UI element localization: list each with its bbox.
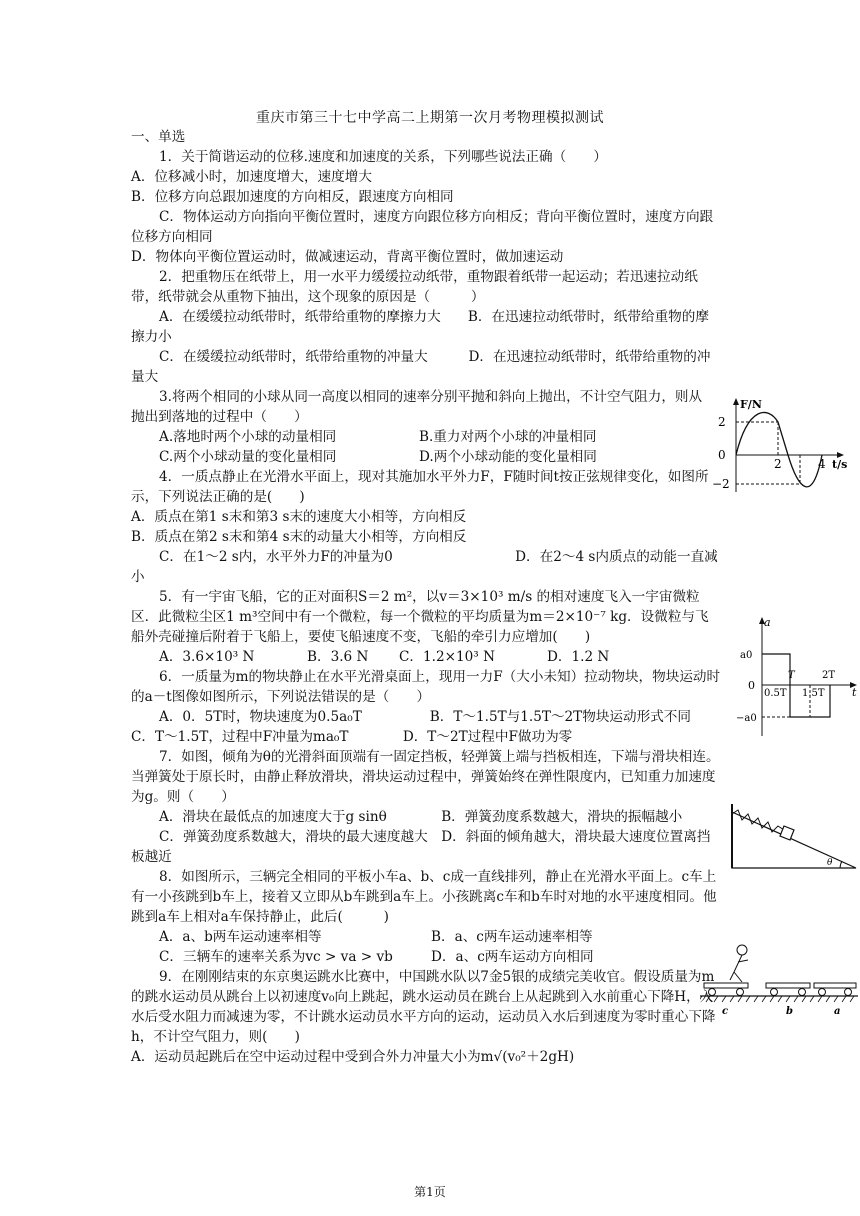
tick-label: 1.5T: [802, 688, 825, 699]
angle-arc: [840, 861, 842, 868]
cart-b: [766, 983, 810, 988]
option: C．1.2×10³ N: [399, 649, 495, 665]
question-stem: 1．关于简谐运动的位移.速度和加速度的关系，下列哪些说法正确（ ）: [159, 149, 607, 165]
wheel: [737, 989, 744, 996]
option: D．a、c两车运动方向相同: [431, 949, 594, 965]
cart-label: a: [834, 1006, 841, 1017]
child-leg: [730, 972, 734, 980]
tick-label: 0.5T: [764, 688, 787, 699]
option: C．在1～2 s内，水平外力F的冲量为0 D．在2～4 s内质点的动能一直减小: [131, 549, 718, 585]
option: C．物体运动方向指向平衡位置时，速度方向跟位移方向相反；背向平衡位置时，速度方向跟位移方向相同: [131, 209, 714, 245]
tick-label: a0: [740, 650, 753, 661]
question-stem: 8．如图所示，三辆完全相同的平板小车a、b、c成一直线排列，静止在光滑水平面上。c车上有一小孩跳到b车上，接着又立即从b车跳到a车上。小孩跳离c车和b车时对地的水平速度相同。他跳到a车上相对a车保持静止，此后( ): [131, 869, 717, 925]
y-axis-label: F/N: [740, 398, 762, 411]
tick-label: −2: [712, 477, 730, 491]
tick-label: T: [788, 670, 795, 681]
option: A．a、b两车运动速率相等: [159, 929, 322, 945]
option-row: [131, 947, 721, 967]
section-heading: 一、单选: [131, 129, 186, 145]
child-body: [734, 955, 742, 972]
option: B．质点在第2 s末和第4 s末的动量大小相等，方向相反: [131, 529, 467, 545]
option: B．a、c两车运动速率相等: [431, 929, 593, 945]
question-stem: 9．在刚刚结束的东京奥运跳水比赛中，中国跳水队以7金5银的成绩完美收官。假设质量为m的跳水运动员从跳台上以初速度v₀向上跳起，跳水运动员在跳台上从起跳到入水前重心下降H，入水后受水阻力而减速为零，不计跳水运动员水平方向的运动，运动员入水后到速度为零时重心下降h，不计空气阻力，则( ): [131, 969, 716, 1045]
cart-c: [704, 983, 748, 988]
x-axis-label: t/s: [832, 458, 848, 471]
option: B．3.6 N: [307, 649, 369, 665]
question-list: [131, 127, 721, 1067]
option: A．滑块在最低点的加速度大于g sinθ B．弹簧劲度系数越大，滑块的振幅越小: [159, 809, 683, 825]
cart-label: b: [786, 1006, 793, 1017]
child-head: [737, 945, 747, 955]
option-row: [131, 927, 721, 947]
accel-segment: [762, 654, 790, 685]
option: D.两个小球动能的变化量相同: [419, 449, 597, 465]
question-stem: 7．如图，倾角为θ的光滑斜面顶端有一固定挡板，轻弹簧上端与挡板相连，下端与滑块相连。当弹簧处于原长时，由静止释放滑块，滑块运动过程中，弹簧始终在弹性限度内，已知重力加速度为g。则（ ）: [131, 749, 720, 805]
option: C．弹簧劲度系数越大，滑块的最大速度越大 D．斜面的倾角越大，滑块最大速度位置离挡板越近: [131, 829, 711, 865]
tick-label: 4: [818, 457, 826, 471]
three-carts-figure: [700, 940, 860, 1020]
cart-a: [814, 983, 856, 988]
option: B．位移方向总跟加速度的方向相反，跟速度方向相同: [131, 189, 454, 205]
y-axis-label: a: [764, 616, 771, 629]
question-stem: 3.将两个相同的小球从同一高度以相同的速率分别平抛和斜向上抛出，不计空气阻力，则从抛出到落地的过程中（ ）: [131, 389, 703, 425]
tick-label: 0: [718, 448, 726, 462]
question-stem: 6．一质量为m的物块静止在水平光滑桌面上，现用一力F（大小未知）拉动物块，物块运动时的a－t图像如图所示，下列说法错误的是（ ）: [131, 669, 721, 705]
option: A．0．5T时，物块速度为0.5a₀T B．T～1.5T与1.5T～2T物块运动形式不同: [159, 709, 691, 725]
option-row: [131, 427, 721, 447]
spring: [732, 810, 784, 832]
option: C．三辆车的速率关系为vc > va > vb: [159, 949, 393, 965]
wheel: [799, 989, 806, 996]
tick-label: 2T: [822, 670, 836, 681]
tick-label: −a0: [736, 713, 757, 724]
question-stem: 4．一质点静止在光滑水平面上，现对其施加水平外力F，F随时间t按正弦规律变化，如图所示，下列说法正确的是( ): [131, 469, 709, 505]
angle-label: θ: [827, 858, 833, 868]
cart-label: c: [722, 1006, 729, 1017]
option: B.重力对两个小球的冲量相同: [419, 429, 597, 445]
child-leg: [734, 972, 742, 982]
tick-label: 2: [718, 415, 726, 429]
option: A．3.6×10³ N: [159, 649, 255, 665]
option: A.落地时两个小球的动量相同: [159, 429, 337, 445]
slider-block: [780, 826, 794, 840]
y-axis-arrow: [733, 398, 739, 405]
x-axis-label: t: [852, 686, 857, 699]
tick-label: 2: [774, 457, 782, 471]
wheel: [845, 989, 852, 996]
page-footer: 第1页: [414, 1185, 446, 1199]
option: A．在缓缓拉动纸带时，纸带给重物的摩擦力大 B．在迅速拉动纸带时，纸带给重物的摩擦力小: [131, 309, 709, 345]
tick-label: 0: [748, 679, 755, 692]
sine-curve: [736, 412, 822, 486]
option: A．质点在第1 s末和第3 s末的速度大小相等，方向相反: [131, 509, 467, 525]
option-row: [131, 647, 721, 667]
option-row: [131, 447, 721, 467]
force-time-graph: [712, 396, 852, 496]
wheel: [771, 989, 778, 996]
accel-time-graph: [734, 614, 860, 738]
page-title: 重庆市第三十七中学高二上期第一次月考物理模拟测试: [256, 110, 604, 126]
ground-hatching: [700, 996, 854, 1002]
option: C．在缓缓拉动纸带时，纸带给重物的冲量大 D．在迅速拉动纸带时，纸带给重物的冲量大: [131, 349, 711, 385]
option: C．T～1.5T，过程中F冲量为ma₀T D．T～2T过程中F做功为零: [131, 729, 573, 745]
wheel: [819, 989, 826, 996]
option: C.两个小球动量的变化量相同: [159, 449, 337, 465]
wheel: [709, 989, 716, 996]
option: D．1.2 N: [547, 649, 610, 665]
option: A．位移减小时，加速度增大，速度增大: [131, 169, 372, 185]
question-stem: 5．有一宇宙飞船，它的正对面积S＝2 m²，以v＝3×10³ m/s 的相对速度飞入一宇宙微粒区．此微粒尘区1 m³空间中有一个微粒，每一个微粒的平均质量为m＝2×10⁻⁷ kg．设微粒与飞船外壳碰撞后附着于飞船上，要使飞船速度不变，飞船的牵引力应增加( ): [131, 589, 709, 645]
option: A．运动员起跳后在空中运动过程中受到合外力冲量大小为m√(v₀²＋2gH): [131, 1049, 575, 1065]
question-stem: 2．把重物压在纸带上，用一水平力缓缓拉动纸带，重物跟着纸带一起运动；若迅速拉动纸带，纸带就会从重物下抽出，这个现象的原因是（ ）: [131, 269, 698, 305]
option: D．物体向平衡位置运动时，做减速运动，背离平衡位置时，做加速运动: [131, 249, 564, 265]
incline-spring-figure: [726, 800, 860, 872]
